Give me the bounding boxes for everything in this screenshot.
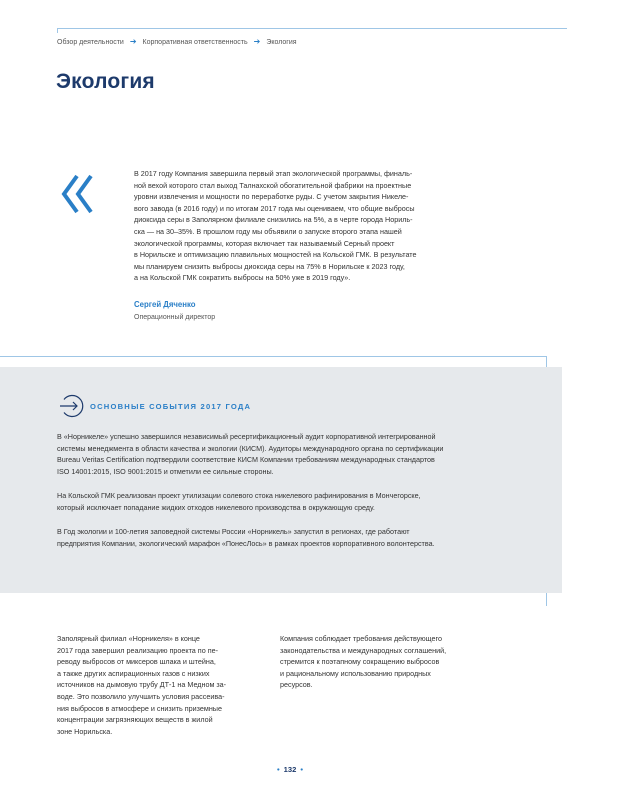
- quote-line: в Норильске и оптимизацию плавильных мощностей на Кольской ГМК. В результате: [134, 250, 417, 260]
- column-line: ресурсов.: [280, 680, 313, 690]
- quote-line: ска — на 30–35%. В прошлом году мы объявили о запуске второго этапа нашей: [134, 226, 402, 236]
- column-line: 2017 года завершил реализацию проекта по пе-: [57, 645, 218, 655]
- events-line: системы менеджмента в области качества и экологии (КИСМ). Аудиторы международного органа по сертификации: [57, 443, 444, 453]
- column-line: Заполярный филиал «Норникеля» в конце: [57, 634, 200, 643]
- events-line: В «Норникеле» успешно завершился независимый ресертификационный аудит корпоративной интегрированной: [57, 432, 436, 441]
- quote-line: а на Кольской ГМК сократить выбросы на 50% уже в 2019 году».: [134, 273, 351, 283]
- page-number: [0, 765, 580, 774]
- events-line: который исключает попадание жидких отходов никелевого производства в окружающую среду.: [57, 502, 375, 512]
- panel-rule: [546, 356, 547, 367]
- breadcrumb-item-overview[interactable]: Обзор деятельности: [57, 38, 124, 46]
- events-heading: ОСНОВНЫЕ СОБЫТИЯ 2017 ГОДА: [90, 402, 252, 411]
- column-line: источников на дымовую трубу ДТ-1 на Медном за-: [57, 680, 227, 690]
- column-line: зоне Норильска.: [57, 726, 113, 736]
- breadcrumb-item-ecology[interactable]: Экология: [266, 38, 297, 46]
- events-panel: [0, 367, 562, 593]
- quote-line: ной вехой которого стал выход Талнахской обогатительной фабрики на проектные: [134, 180, 412, 190]
- column-line: стремится к поэтапному сокращению выбросов: [280, 657, 440, 667]
- quote-author: Сергей Дяченко: [134, 300, 196, 309]
- quote-line: уровни извлечения и мощности по переработке руды. С учетом закрытия Никеле-: [134, 192, 409, 202]
- column-line: законодательства и международных соглашений,: [280, 645, 447, 655]
- events-line: Bureau Veritas Certification подтвердили соответствие КИСМ Компании требованиям международных стандартов: [57, 455, 435, 465]
- dot-icon: •: [300, 765, 303, 774]
- quote-line: В 2017 году Компания завершила первый этап экологической программы, финаль-: [134, 169, 413, 178]
- arrow-circle-icon: [58, 393, 84, 419]
- column-line: и рациональному использованию природных: [280, 668, 431, 678]
- panel-rule: [546, 593, 547, 606]
- quote-author-role: Операционный директор: [134, 314, 216, 321]
- panel-rule: [0, 356, 546, 357]
- quote-line: вого завода (в 2016 году) и по итогам 2017 года мы оцениваем, что общие выбросы: [134, 203, 415, 213]
- page-title: Экология: [56, 70, 155, 93]
- events-line: В Год экологии и 100-летия заповедной системы России «Норникель» запустил в регионах, где работают: [57, 527, 410, 536]
- quote-line: диоксида серы в Заполярном филиале снизились на 5%, а в черте города Нориль-: [134, 215, 413, 225]
- events-paragraph: [57, 490, 537, 513]
- column-line: реводу выбросов от миксеров шлака и штейна,: [57, 657, 216, 667]
- quote-line: мы планируем снизить выбросы диоксида серы на 75% в Норильске к 2023 году,: [134, 261, 405, 271]
- column-line: ния выбросов в атмосфере и снизить приземные: [57, 703, 222, 713]
- column-line: воде. Это позволило улучшить условия рассеива-: [57, 691, 225, 701]
- chevron-right-icon: ➔: [253, 37, 261, 46]
- column-line: а также других аспирационных газов с низких: [57, 668, 210, 678]
- left-column-text: [57, 633, 267, 737]
- page-number-value: 132: [283, 765, 297, 774]
- events-paragraph: [57, 526, 537, 549]
- dot-icon: •: [276, 765, 280, 774]
- breadcrumb: [57, 38, 297, 46]
- events-paragraph: [57, 431, 537, 477]
- quote-line: экологической программы, которая включает так называемый Серный проект: [134, 238, 395, 248]
- quote-text: [134, 168, 479, 284]
- column-line: концентрации загрязняющих веществ в жилой: [57, 715, 213, 725]
- chevron-right-icon: ➔: [129, 37, 137, 46]
- right-column-text: [280, 633, 490, 691]
- events-line: ISO 14001:2015, ISO 9001:2015 и отметили ее сильные стороны.: [57, 466, 274, 476]
- events-line: На Кольской ГМК реализован проект утилизации солевого стока никелевого рафинирования в Мончегорске,: [57, 491, 421, 500]
- column-line: Компания соблюдает требования действующего: [280, 634, 442, 643]
- double-chevron-left-icon: [60, 174, 96, 214]
- events-line: предприятия Компании, экологический марафон «ПонесЛось» в рамках проектов корпоративного волонтерства.: [57, 538, 435, 548]
- top-rule: [57, 28, 567, 29]
- breadcrumb-item-csr[interactable]: Корпоративная ответственность: [142, 38, 248, 46]
